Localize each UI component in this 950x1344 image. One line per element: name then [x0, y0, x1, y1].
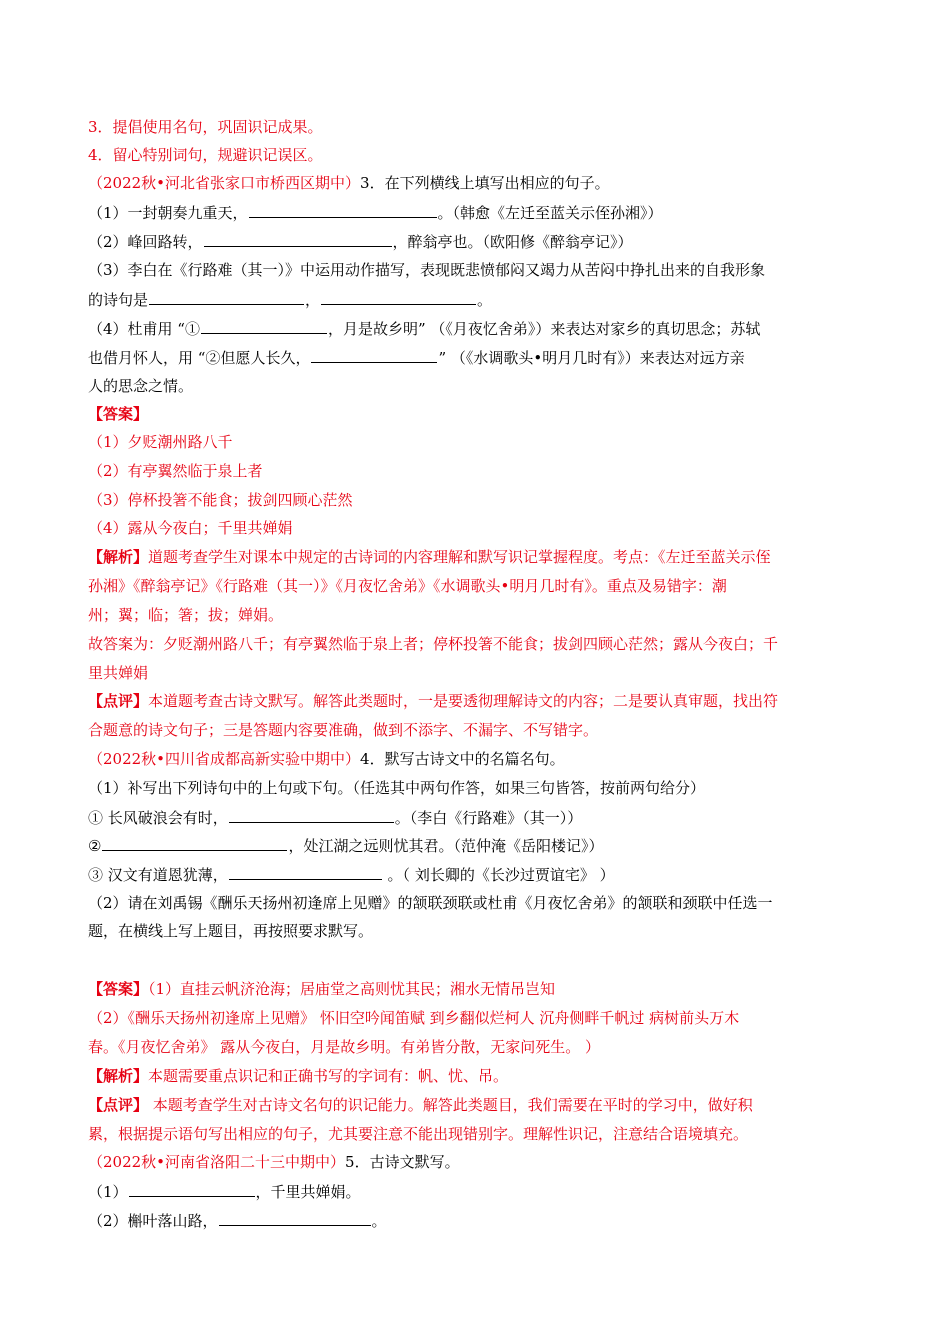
q3-source: （2022秋•河北省张家口市桥西区期中） — [88, 174, 361, 192]
q4-part-1: （1）补写出下列诗句中的上句或下句。（任选其中两句作答，如果三句皆答，按前两句给分） — [88, 779, 706, 797]
tip-4: 4．留心特别词句，规避识记误区。 — [88, 146, 323, 164]
q3-stem: 3．在下列横线上填写出相应的句子。 — [360, 174, 610, 192]
q5-header — [88, 1152, 460, 1172]
q3-item-1: （1）一封朝奏九重天， 。（韩愈《左迁至蓝关示侄孙湘》） — [88, 204, 663, 222]
q4-comment-label: 【点评】 — [88, 1096, 149, 1114]
q3-item-3-line-1: （3）李白在《行路难（其一）》中运用动作描写，表现既悲愤郁闷又竭力从苦闷中挣扎出来的自我形象 — [88, 261, 766, 279]
q3-answer-3: （3）停杯投箸不能食；拔剑四顾心茫然 — [88, 491, 353, 509]
q3-analysis-line-4: 故答案为：夕贬潮州路八千；有亭翼然临于泉上者；停杯投箸不能食；拔剑四顾心茫然；露从今夜白；千 — [88, 635, 779, 653]
q4-item-3: ③ 汉文有道恩犹薄， 。（ 刘长卿的《长沙过贾谊宅》 ） — [88, 866, 615, 884]
q4-header — [88, 749, 565, 769]
answer-blank[interactable] — [219, 1210, 371, 1226]
q3-item-4-line-1: （4）杜甫用 “① ，月是故乡明” （《月夜忆舍弟》）来表达对家乡的真切思念；苏轼 — [88, 320, 761, 338]
answer-blank[interactable] — [129, 1181, 255, 1197]
answer-blank[interactable] — [229, 807, 394, 823]
q4-part-2-line-2: 题，在横线上写上题目，再按照要求默写。 — [88, 922, 374, 940]
q4-comment-line-2: 累，根据提示语句写出相应的句子，尤其要注意不能出现错别字。理解性识记，注意结合语境填充。 — [88, 1125, 749, 1143]
q4-answer-line-1: 【答案】（1）直挂云帆济沧海；居庙堂之高则忧其民；湘水无情吊岂知 — [88, 980, 556, 998]
q3-item-4-line-3: 人的思念之情。 — [88, 377, 194, 395]
q3-item-4-line-2: 也借月怀人，用 “②但愿人长久， ” （《水调歌头•明月几时有》）来表达对远方亲 — [88, 349, 745, 367]
q3-header — [88, 173, 610, 193]
answer-blank[interactable] — [321, 289, 476, 305]
q4-answer-line-3: 春。《月夜忆舍弟》 露从今夜白，月是故乡明。有弟皆分散，无家问死生。 ） — [88, 1038, 601, 1056]
q3-analysis-line-2: 孙湘》《醉翁亭记》《行路难（其一）》《月夜忆舍弟》《水调歌头•明月几时有》。重点及易错字：潮 — [88, 577, 727, 595]
q4-analysis-label: 【解析】 — [88, 1067, 149, 1085]
answer-blank[interactable] — [249, 202, 437, 218]
q5-item-1: （1） ，千里共婵娟。 — [88, 1183, 361, 1201]
answer-blank[interactable] — [229, 864, 382, 880]
q4-part-2-line-1: （2）请在刘禹锡《酬乐天扬州初逢席上见赠》的颔联颈联或杜甫《月夜忆舍弟》的颔联和颈联中任选一 — [88, 894, 773, 912]
q5-source: （2022秋•河南省洛阳二十三中期中） — [88, 1153, 346, 1171]
q4-source: （2022秋•四川省成都高新实验中期中） — [88, 750, 361, 768]
q3-answer-4: （4）露从今夜白；千里共婵娟 — [88, 519, 293, 537]
q3-answer-2: （2）有亭翼然临于泉上者 — [88, 462, 263, 480]
q4-item-2: ② ，处江湖之远则忧其君。（范仲淹《岳阳楼记》） — [88, 837, 604, 855]
q3-answer-1: （1）夕贬潮州路八千 — [88, 433, 233, 451]
q3-item-2: （2）峰回路转， ，醉翁亭也。（欧阳修《醉翁亭记》） — [88, 233, 633, 251]
q4-answer-label: 【答案】 — [88, 980, 149, 998]
answer-blank[interactable] — [311, 347, 437, 363]
q4-answer-line-2: （2）《酬乐天扬州初逢席上见赠》 怀旧空吟闻笛赋 到乡翻似烂柯人 沉舟侧畔千帆过 病树前头万木 — [88, 1009, 740, 1027]
q3-analysis-line-5: 里共婵娟 — [88, 664, 149, 682]
q4-item-1: ① 长风破浪会有时， 。（李白《行路难》（其一）） — [88, 809, 583, 827]
q3-analysis-label: 【解析】 — [88, 548, 149, 566]
q5-stem: 5．古诗文默写。 — [345, 1153, 460, 1171]
q3-comment-line-2: 合题意的诗文句子；三是答题内容要准确，做到不添字、不漏字、不写错字。 — [88, 721, 599, 739]
q3-item-3-line-2: 的诗句是 ， 。 — [88, 291, 493, 309]
q3-analysis-line-1: 【解析】道题考查学生对课本中规定的古诗词的内容理解和默写识记掌握程度。考点：《左迁至蓝关示侄 — [88, 548, 771, 566]
q4-stem: 4．默写古诗文中的名篇名句。 — [360, 750, 565, 768]
answer-blank[interactable] — [201, 318, 327, 334]
tip-3: 3．提倡使用名句，巩固识记成果。 — [88, 118, 323, 136]
q3-comment-line-1: 【点评】本道题考查古诗文默写。解答此类题时，一是要透彻理解诗文的内容；二是要认真审题，找出符 — [88, 692, 779, 710]
q4-analysis: 【解析】本题需要重点识记和正确书写的字词有：帆、忧、吊。 — [88, 1067, 509, 1085]
answer-blank[interactable] — [149, 289, 304, 305]
q3-analysis-line-3: 州；翼；临；箸；拔；婵娟。 — [88, 606, 284, 624]
q5-item-2: （2）槲叶落山路， 。 — [88, 1212, 387, 1230]
q3-comment-label: 【点评】 — [88, 692, 149, 710]
q4-comment-line-1: 【点评】 本题考查学生对古诗文名句的识记能力。解答此类题目，我们需要在平时的学习中，做好积 — [88, 1096, 753, 1114]
q3-answer-label: 【答案】 — [88, 405, 149, 423]
answer-blank[interactable] — [102, 835, 287, 851]
answer-blank[interactable] — [204, 231, 392, 247]
